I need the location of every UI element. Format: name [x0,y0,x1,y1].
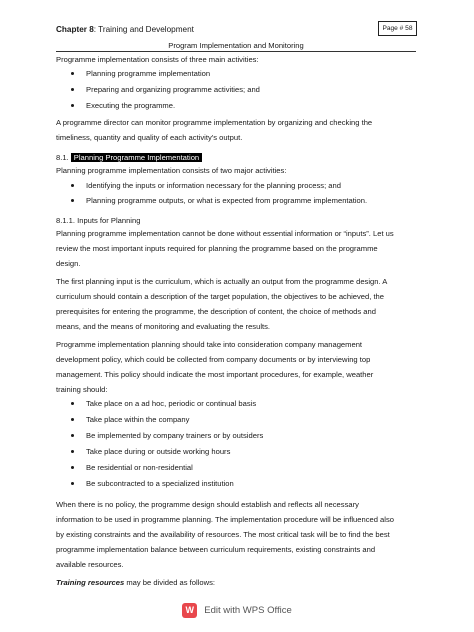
wps-logo-icon: W [182,603,197,618]
paragraph-line: timeliness, quantity and quality of each activity's output. [56,133,243,142]
bullet-icon [71,402,74,405]
paragraph-line: development policy, which could be collected from company documents or by interviewing top [56,355,371,364]
paragraph-line: prerequisites for entering the programme, the description of content, the choice of methods and [56,307,376,316]
paragraph-line: The first planning input is the curriculum, which is actually an output from the programme design. A [56,277,388,286]
chapter-title: : Training and Development [93,25,194,34]
list-item: Be residential or non-residential [86,463,193,472]
paragraph-line: information to be used in programme planning. The implementation procedure will be influenced also [56,515,394,524]
page-number-box: Page # 58 [378,21,417,36]
bullet-icon [71,482,74,485]
bullet-icon [71,450,74,453]
bullet-icon [71,199,74,202]
section-subtitle: Program Implementation and Monitoring [168,41,304,50]
section-lead: Planning programme implementation consists of two major activities: [56,166,287,175]
paragraph-line: Programme implementation planning should take into consideration company management [56,340,363,349]
bullet-icon [71,72,74,75]
bullet-icon [71,88,74,91]
paragraph-line: training should: [56,385,108,394]
list-item: Take place within the company [86,415,190,424]
list-item: Take place during or outside working hours [86,447,231,456]
emphasis-text: Training resources [56,578,125,587]
list-item: Identifying the inputs or information necessary for the planning process; and [86,181,341,190]
list-item: Take place on a ad hoc, periodic or continual basis [86,399,257,408]
paragraph-line: A programme director can monitor programme implementation by organizing and checking the [56,118,373,127]
list-item: Preparing and organizing programme activities; and [86,85,260,94]
chapter-label: Chapter 8 [56,25,94,34]
paragraph-line: When there is no policy, the programme design should establish and reflects all necessary [56,500,359,509]
paragraph-line: Planning programme implementation cannot be done without essential information or “inputs”. Let us [56,229,394,238]
paragraph-line: programme implementation balance between curriculum requirements, existing constraints and [56,545,376,554]
wps-watermark-text: Edit with WPS Office [204,604,292,616]
list-item: Executing the programme. [86,101,176,110]
paragraph-line: management. This policy should indicate the most important procedures, for example, weather [56,370,374,379]
paragraph-line: review the most important inputs required for planning the programme based on the programme [56,244,378,253]
intro-lead: Programme implementation consists of three main activities: [56,55,259,64]
section-heading-8-1-1: 8.1.1. Inputs for Planning [56,216,141,225]
paragraph-line: by existing constraints and the availability of resources. The most critical task will be to find the best [56,530,390,539]
section-number: 8.1. [56,153,71,162]
list-item: Planning programme implementation [86,69,211,78]
list-item: Be subcontracted to a specialized institution [86,479,234,488]
paragraph-line: curriculum should contain a description of the target population, the objectives to be achieved, the [56,292,384,301]
bullet-icon [71,434,74,437]
closing-line [56,575,416,590]
list-item: Be implemented by company trainers or by outsiders [86,431,264,440]
list-item: Planning programme outputs, or what is expected from programme implementation. [86,196,368,205]
bullet-icon [71,466,74,469]
wps-watermark[interactable] [0,600,474,620]
bullet-icon [71,418,74,421]
bullet-icon [71,184,74,187]
paragraph-line: means, and the means of monitoring and evaluating the results. [56,322,271,331]
highlighted-heading: Planning Programme Implementation [71,153,202,162]
bullet-icon [71,104,74,107]
chapter-header [56,25,194,34]
paragraph-line: available resources. [56,560,124,569]
paragraph-line: design. [56,259,81,268]
closing-text: may be divided as follows: [124,578,215,587]
